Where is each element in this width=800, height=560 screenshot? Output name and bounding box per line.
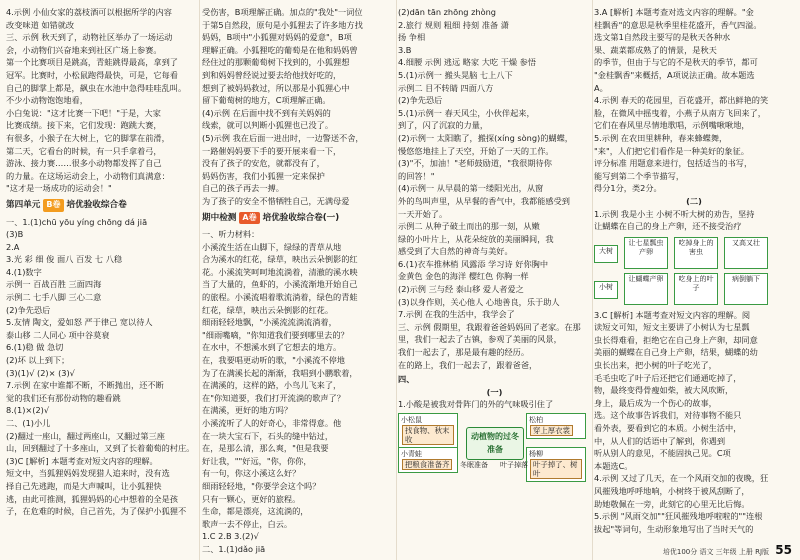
unit-tag: B卷 (43, 199, 63, 212)
answer-line: 得分1分，类2分。 (594, 183, 662, 194)
answer-line: (2)争先恐后 (398, 95, 443, 106)
unit-name: 培优验收综合卷 (66, 199, 127, 210)
answer-line: 妈妈伤害，我们小狐狸一定来保护 (202, 170, 325, 181)
answer-line: 不少小动物饱饱地看， (6, 95, 88, 106)
answer-line: 比赛成绩。接下来，它们发现：跑跳大赛， (6, 120, 162, 131)
answer-line: 有很多，小猴子在大树上，它的脚掌在前滑， (6, 132, 170, 143)
answer-line: 短文中，当狐狸妈妈发现猎人追来时，没有选 (6, 468, 170, 479)
answer-line: (4)示例一 从早晨的第一缕阳光出，从窗 (398, 183, 544, 194)
answer-line: (2)争先恐后 (6, 304, 51, 315)
answer-line: 扬 争相 (398, 32, 426, 43)
answer-line: 慢悠悠地挂上了天空，开始了一天的工作。 (398, 145, 554, 156)
answer-line: 一路催妈妈要下手的要开展来看一下， (202, 145, 342, 156)
answer-line: 6.(1)衣车推林梢 风露添 学习诗 好你胸中 (398, 258, 549, 269)
answer-line: 择自己先逃跑，而是大声喊叫，让小狐狸快 (6, 480, 162, 491)
answer-line: 8.(1)×(2)√ (6, 405, 50, 416)
answer-line: 让蝴蝶在自己的身上产卵，还不接受治疗 (594, 221, 742, 232)
answer-line: A。 (594, 82, 608, 93)
answer-line: 会，小动物们兴奋地来到社区广场上参赛。 (6, 44, 162, 55)
answer-column-1 (6, 6, 199, 546)
answer-line: 选文第1自然段主要写的是秋天各种水 (594, 32, 731, 43)
answer-line: 一、听力材料： (202, 229, 260, 240)
answer-line: (2)示例一 太阳瞧了，搬探(xíng sòng)的蝴蝶， (398, 132, 573, 143)
mind-map-diagram (398, 413, 591, 478)
answer-line: 脸，在微风中摇曳着，小燕子从南方飞回来了， (594, 107, 766, 118)
answer-line: 有一句，你这小溪这么好？ (202, 468, 301, 479)
answer-line: 到和妈妈曾经说过要去给他找好吃的， (202, 69, 342, 80)
answer-line: (4)示例 在后面中找不到有关妈妈的 (202, 107, 331, 118)
answer-line: 毛毛虫吃了叶子后还把它们通通吃掉了， (594, 372, 742, 383)
answer-line: 自己的孩子再去一搏。 (202, 183, 284, 194)
answer-line: 经住过的那颗葡萄树下找到的，小狐狸想 (202, 57, 350, 68)
answer-line: (2)dān tān zhōng zhòng (398, 7, 496, 17)
answer-line: 示例二 七手八脚 三心二意 (6, 292, 102, 303)
answer-line: 第二天，它看台的时候，有一只手拿着弓， (6, 145, 162, 156)
answer-line: 虫长得难看，拒绝它在自己身上产卵，却同意 (594, 334, 758, 345)
answer-line: 示例一 百战百胜 三面四海 (6, 279, 102, 290)
answer-line: 物，最终变得骨瘦如柴，被大风吹断， (594, 385, 734, 396)
answer-line: 助她敬佩在一旁，此刻它的心里无比后悔。 (594, 498, 750, 509)
answer-line: 的季节，但由于与它的不是秋天的季节，都可 (594, 57, 758, 68)
table-cell: 病倒躺下 (724, 273, 768, 305)
answer-column-4 (594, 6, 794, 546)
answer-line: (2)翻过一座山，翻过两座山，又翻过第三座 (6, 430, 165, 441)
answer-line: 7.示例 在我的生活中，我学会了 (398, 309, 515, 320)
unit-header (6, 199, 199, 212)
answer-line: 1.示例 我是小主 小树不听大树的劝告，坚持 (594, 208, 755, 219)
answer-line: 示例二 目不转睛 四面八方 (398, 82, 494, 93)
answer-line: 在一块大宝石下，石头的缝中钻过， (202, 430, 334, 441)
answer-line: 为了在满溪长起的渐渐，我唱到小鹏歌着， (202, 367, 358, 378)
answer-line: (3)(1)√ (2)× (3)√ (6, 367, 75, 378)
answer-line: 于第5自然段，原句是小狐狸去了许多地方找 (202, 19, 363, 30)
answer-line: 桂飘香"的意思是秋季里桂花盛开，香气四溢。 (594, 19, 762, 30)
answer-line: 觉的我们还有那份动物的趣看跳 (6, 392, 121, 403)
table-cell: 吃掉身上的害虫 (674, 237, 718, 269)
answer-line: 金黄色 金色的海洋 樱红色 你胸一样 (398, 271, 529, 282)
unit-title: 期中检测 (202, 212, 237, 223)
diagram-label: 叶子掉落 (500, 461, 528, 469)
answer-line: 我们一起去了，那是最有趣的经历。 (398, 347, 530, 358)
answer-line: 小溪流听了人的好奇心，非常得意。他 (202, 418, 342, 428)
answer-column-3 (398, 6, 591, 546)
answer-line: 冠军。比赛时，小松鼠跑得最快，可是，它每看 (6, 69, 178, 80)
answer-line: 第一个比赛项目是跳高，青蛙跳得最高，拿到了 (6, 57, 178, 68)
diagram-label: 冬眠准备 (460, 461, 488, 469)
answer-line: 美丽的蝴蝶在自己身上产卵，结果，蝴蝶的幼 (594, 347, 758, 358)
diagram-box: 小青蛙 把粮食准备齐 (398, 447, 458, 473)
answer-line: 游泳、接力赛……很多小动物都发挥了自己 (6, 158, 162, 169)
answer-line: 细雨轻轻地飘，"小溪流流淌流淌着， (202, 317, 337, 328)
section-heading: 四、 (398, 374, 415, 385)
answer-line: (3)"不，加油！"老师鼓励道，"我很期待你 (398, 158, 552, 169)
answer-line: 三、示例 秋天到了，动物社区举办了一场运动 (6, 32, 173, 43)
answer-line: 1.小酸是被我对骨阵门的外的气味吸引住了 (398, 399, 554, 410)
answer-line: 4.示例 小仙女家的荔枝酒可以根据所学的内容 (6, 7, 172, 17)
answer-line: 生命，都是漂亮，这流淌的， (202, 506, 309, 517)
answer-line: 逃，由此可推测，狐狸妈妈的心中想着的全是孩 (6, 493, 178, 504)
answer-line: 本题选C。 (594, 460, 633, 471)
answer-line: 读短文可知，短文主要讲了小树认为七星瓢 (594, 322, 750, 333)
answer-line: 到了，闪了沉寂的力量， (398, 120, 489, 131)
answer-line: 在，是那么清，那么爽，"但是我要 (202, 443, 329, 454)
answer-line: 4.细腰 示例 逃远 略家 大吃 干燥 参悟 (398, 57, 537, 68)
answer-line: 6.(1)稳 做 急切 (6, 342, 64, 353)
answer-line: 泰山移 二人同心 项中谷莫衰 (6, 329, 110, 340)
answer-line: 4.示例 又过了几天，在一个风雨交加的夜晚，狂 (594, 473, 769, 484)
answer-line: 花。小溪流笑呵呵地流淌着，清澈的溪水映 (202, 266, 358, 277)
answer-line: 看外表，要看到它的本质。小树生活中， (594, 423, 742, 434)
answer-line: 3.C [解析] 本题考查对短文内容的理解。阅 (594, 309, 751, 320)
answer-line: 好让我，""好远，"你，你你， (202, 455, 312, 466)
unit-name: 培优验收综合卷(一) (262, 212, 340, 223)
answer-line: 3.B (398, 44, 412, 55)
answer-line: 合为溪水的红花，绿草，映出云朵倒影的红 (202, 254, 358, 265)
answer-column-2 (202, 6, 395, 554)
answer-line: (3)以身作则，关心他人 心地善良，乐于助人 (398, 296, 560, 307)
page-footer (663, 543, 792, 557)
answer-line: 感受到了大自然的神奇与美好。 (398, 246, 513, 257)
answer-line: 虫长出来，把小树的叶子吃光了， (594, 360, 717, 371)
answer-line: 2.A (6, 241, 20, 252)
answer-line: 7.示例 在家中谁都不断，不断抛出，还不断 (6, 380, 164, 391)
answer-line: 它们在春风里尽情地歌唱，示例嘴啾啾地， (594, 120, 750, 131)
answer-line: 的回答！" (398, 170, 435, 181)
unit-tag: A卷 (239, 212, 259, 225)
answer-line: 三、示例 假期里，我跟着爸爸妈妈回了老家。在那 (398, 321, 581, 332)
answer-line: "细雨嘴嘀，"你知道我们要到哪里去的？ (202, 329, 349, 340)
answer-line: 当了大量的，鱼虾的，小溪流渐地开始自己 (202, 279, 358, 290)
answer-line: 红花，绿草，映出云朵倒影的红花。 (202, 304, 334, 315)
answer-line: (3)C [解析] 本题考查对短文内容的理解。 (6, 455, 158, 466)
answer-line: (2)示例 三与经 泰山移 爱人者爱之 (398, 284, 524, 295)
answer-line: 绿的小叶片上，从花朵绽放的美丽瞬间，我 (398, 233, 554, 244)
column-divider (199, 0, 200, 560)
answer-line: 能写到第二个季节描写， (594, 170, 685, 181)
pinyin-answer: 二、1.(1)dǎo jiā (202, 543, 266, 554)
table-cell: 吃身上的叶子 (674, 273, 718, 305)
answer-line: 在满溪的，这样的路，小鸟儿飞来了， (202, 380, 342, 391)
answer-line: 在的路上，我们一起去了，跟着爸爸， (398, 359, 538, 370)
table-cell: 让蝴蝶产卵 (624, 273, 668, 305)
answer-line: 5.(1)示例一 搬头晃脑 七上八下 (398, 69, 513, 80)
answer-line: "这才是一场成功的运动会！" (6, 183, 112, 194)
unit-title: 第四单元 (6, 199, 41, 210)
table-cell: 又高又壮 (724, 237, 768, 269)
answer-line: 留下葡萄树的地方，C项理解正确。 (202, 95, 331, 106)
answer-line: 风摧残地呼呼地响，小树终于被风刮断了， (594, 486, 750, 496)
answer-line: "金桂飘香"来概括，A项说法正确。故本题选 (594, 69, 755, 80)
answer-line: 的力量。在这场运动会上，小动物们真满意： (6, 170, 170, 181)
answer-line: 里，我们一起去了古镇，参观了美丽的风景， (398, 334, 562, 345)
page-number: 55 (775, 543, 792, 557)
pinyin-answer: 一、1.(1)chū yōu yíng chōng dá jiā (6, 216, 148, 227)
answer-line: 听从别人的意见，不能固执己见。C项 (594, 448, 731, 459)
answer-line: 没有了孩子的安危，就都没有了， (202, 158, 325, 169)
answer-line: 2.旅行 规则 粗细 持刻 准备 潇 (398, 19, 509, 30)
answer-line: 拔起"等词句，生动形象地写出了当时天气的 (594, 523, 754, 534)
answer-line: 线索，就可以判断小狐狸也已没了。 (202, 120, 334, 131)
answer-line: 4.示例 春天的花园里，百花盛开，都出鲜艳的笑 (594, 95, 769, 106)
footer-text: 培优100分 语文 三年级 上册 RJ版 (662, 548, 770, 556)
diagram-box: 杨柳 叶子掉了、树叶 (526, 447, 586, 482)
answer-line: 示例二 从种子破土而出的那一刻，从嫩 (398, 221, 540, 232)
answer-line: 理解正确。小狐狸吃的葡萄是在他和妈妈曾 (202, 44, 358, 55)
answer-line: 改变味道 如错就改 (6, 19, 75, 30)
answer-line: 只有一颗心，更好的旅程。 (202, 493, 301, 504)
answer-line: 外的鸟叫声里，从早餐的香气中，我都能感受到 (398, 195, 570, 206)
answer-line: 自己的脚掌上都是，飙虫在水池中急得哇哇乱叫。 (6, 82, 187, 93)
answer-line: 的旅程。小溪流唱着歌流淌着，绿色的青蛙 (202, 292, 358, 303)
table-cell: 让七星瓢虫产卵 (624, 237, 668, 269)
answer-line: 二、(1)小儿 (6, 418, 51, 428)
answer-line: 在水中，不想溪水到了它想去的地方。 (202, 342, 342, 353)
subsection-heading: (一) (486, 386, 503, 397)
answer-line: 身上，最后成为一个伤心的故事， (594, 397, 717, 408)
column-divider (396, 0, 397, 560)
answer-line: 歌声一去不停止，白云。 (202, 518, 293, 529)
column-divider (592, 0, 593, 560)
answer-line: 5.示例 在农田里耕种，春来蜂蝶舞， (594, 132, 728, 143)
answer-line: 5.(1)示例一 春天风尘，小伙伴起来， (398, 107, 535, 118)
row-label: 大树 (594, 245, 618, 263)
answer-line: (2)坏 以上到下； (6, 355, 70, 366)
answer-line: 想到了被妈妈救过，所以那是小狐狸心中 (202, 82, 350, 93)
answer-line: 为了孩子的安全不惜牺牲自己，无满母爱 (202, 195, 350, 206)
unit-header (202, 212, 395, 225)
answer-line: (5)示例 我在后面一进出时，一边警送不舍， (202, 132, 364, 143)
answer-line: 小白兔说："这才比赛一下吧！"于是，大家 (6, 107, 161, 118)
answer-line: 一天开始了。 (398, 208, 448, 219)
answer-line: 子，在危难的时候，自己首先，为了保护小狐狸不 (6, 506, 187, 517)
answer-line: 评分标准 用题意来进行，包括适当的书写， (594, 158, 753, 169)
diagram-box: 松柏 穿上厚衣裳 (526, 413, 586, 439)
answer-line: 在，我要唱更动听的歌，"小溪流不停地 (202, 355, 345, 366)
answer-line: 3.A [解析] 本题考查对选文内容的理解。"金 (594, 7, 754, 17)
answer-line: 选。这个故事告诉我们，对待事物不能只 (594, 410, 742, 421)
answer-line: 果、蔬菜都成熟了的情景，是秋天 (594, 44, 717, 55)
answer-line: 山，回到翻过了十多座山，又到了长着葡萄的村庄。 (6, 443, 195, 454)
answer-line: 1.C 2.B 3.(2)√ (202, 531, 259, 542)
answer-line: 中，从人们的话语中了解到，你遇到 (594, 435, 726, 446)
answer-line: 在"你知道要，我们打开流淌的歌声了？ (202, 392, 345, 403)
comparison-table (594, 235, 794, 307)
diagram-box: 小松鼠 找食物、秋末收 (398, 413, 458, 448)
answer-line: 5.友情 陶文，爱如怒 严于律己 宽以待人 (6, 317, 153, 328)
answer-line: 细雨轻轻地，"你要学会这个吗？ (202, 480, 321, 491)
answer-line: "来"，人们把它们看作是一种美好的象征。 (594, 145, 749, 156)
answer-line: 小溪流生活在山脚下，绿绿的青草从地 (202, 241, 342, 252)
diagram-center: 动植物的过冬准备 (466, 427, 524, 460)
answer-line: 在满溪，更好的地方吗？ (202, 405, 293, 416)
row-label: 小树 (594, 281, 618, 299)
answer-line: 受伤害，B项理解正确。加点的"我处"一词位 (202, 7, 363, 17)
answer-line: 5.示例 "风雨交加""狂风摧残地呼啦啦的""连根 (594, 511, 763, 522)
answer-line: 妈妈，B项中"小狐狸对妈妈的爱意"，B项 (202, 32, 352, 43)
answer-line: (3)B (6, 229, 24, 240)
answer-line: 3.光 彩 细 俊 面八 百发 七 八稳 (6, 254, 123, 265)
answer-line: 4.(1)数字 (6, 266, 42, 277)
subsection-heading: (二) (686, 195, 702, 206)
